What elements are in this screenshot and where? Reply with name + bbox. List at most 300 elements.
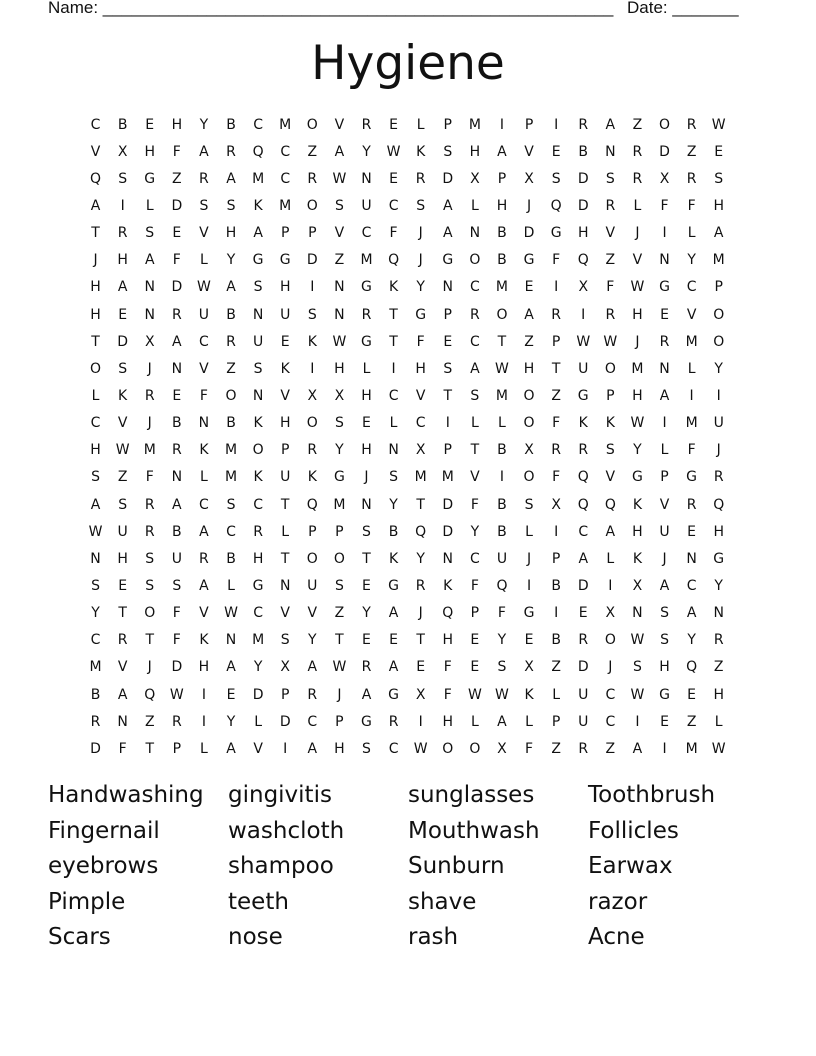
grid-letter[interactable]: B <box>497 252 507 269</box>
grid-letter[interactable]: I <box>608 577 613 594</box>
grid-letter[interactable]: N <box>252 387 264 404</box>
grid-letter[interactable]: B <box>497 496 507 513</box>
grid-letter[interactable]: A <box>334 143 345 160</box>
grid-letter[interactable]: W <box>711 116 726 133</box>
grid-letter[interactable]: N <box>334 279 345 296</box>
grid-letter[interactable]: L <box>525 523 533 540</box>
grid-letter[interactable]: Q <box>577 496 589 513</box>
grid-letter[interactable]: G <box>361 713 372 730</box>
grid-letter[interactable]: Y <box>308 632 317 649</box>
grid-letter[interactable]: R <box>307 442 318 459</box>
grid-letter[interactable]: Z <box>307 143 318 160</box>
grid-letter[interactable]: F <box>389 225 398 242</box>
grid-letter[interactable]: E <box>118 577 128 594</box>
grid-letter[interactable]: A <box>172 496 182 513</box>
grid-letter[interactable]: W <box>603 333 618 350</box>
grid-letter[interactable]: H <box>442 713 454 730</box>
grid-letter[interactable]: X <box>524 442 534 459</box>
grid-letter[interactable]: S <box>551 170 561 187</box>
grid-letter[interactable]: B <box>388 523 399 540</box>
grid-letter[interactable]: N <box>144 306 155 323</box>
grid-letter[interactable]: C <box>90 632 101 649</box>
grid-letter[interactable]: R <box>361 659 372 676</box>
grid-letter[interactable]: C <box>361 225 372 242</box>
grid-letter[interactable]: H <box>415 360 426 377</box>
grid-letter[interactable]: O <box>252 442 264 459</box>
grid-letter[interactable]: K <box>199 442 209 459</box>
grid-letter[interactable]: W <box>495 360 509 377</box>
grid-letter[interactable]: M <box>333 496 346 513</box>
grid-letter[interactable]: F <box>470 577 479 594</box>
grid-letter[interactable]: X <box>524 170 534 187</box>
grid-letter[interactable]: E <box>172 225 182 242</box>
grid-letter[interactable]: A <box>361 686 372 703</box>
grid-letter[interactable]: R <box>578 740 589 757</box>
grid-letter[interactable]: B <box>551 577 561 594</box>
grid-letter[interactable]: R <box>171 306 182 323</box>
grid-letter[interactable]: U <box>198 306 210 323</box>
grid-letter[interactable]: D <box>577 170 589 187</box>
grid-letter[interactable]: Y <box>416 279 425 296</box>
grid-letter[interactable]: P <box>551 550 561 567</box>
grid-letter[interactable]: H <box>90 306 101 323</box>
grid-letter[interactable]: E <box>660 306 669 323</box>
grid-letter[interactable]: F <box>118 740 127 757</box>
grid-letter[interactable]: S <box>443 360 453 377</box>
grid-letter[interactable]: Q <box>604 496 616 513</box>
grid-letter[interactable]: M <box>143 442 156 459</box>
grid-letter[interactable]: K <box>578 415 588 432</box>
grid-letter[interactable]: Y <box>470 523 480 540</box>
grid-letter[interactable]: C <box>199 496 209 513</box>
grid-letter[interactable]: X <box>415 686 426 703</box>
grid-letter[interactable]: H <box>632 523 643 540</box>
grid-letter[interactable]: M <box>360 252 373 269</box>
grid-letter[interactable]: M <box>685 740 698 757</box>
grid-letter[interactable]: H <box>144 143 155 160</box>
grid-letter[interactable]: M <box>441 469 454 486</box>
grid-letter[interactable]: E <box>578 605 588 622</box>
grid-letter[interactable]: M <box>224 469 238 486</box>
grid-letter[interactable]: H <box>334 740 345 757</box>
grid-letter[interactable]: L <box>633 197 642 214</box>
grid-letter[interactable]: O <box>225 387 237 404</box>
grid-letter[interactable]: G <box>252 577 264 594</box>
grid-letter[interactable]: C <box>253 116 263 133</box>
grid-letter[interactable]: Y <box>253 659 263 676</box>
grid-letter[interactable]: O <box>713 333 725 350</box>
grid-letter[interactable]: U <box>659 523 670 540</box>
grid-letter[interactable]: J <box>147 659 152 676</box>
grid-letter[interactable]: R <box>226 143 236 160</box>
grid-letter[interactable]: G <box>577 387 589 404</box>
grid-letter[interactable]: D <box>659 143 670 160</box>
grid-letter[interactable]: A <box>144 252 155 269</box>
grid-letter[interactable]: S <box>524 496 534 513</box>
grid-letter[interactable]: Z <box>334 605 345 622</box>
grid-letter[interactable]: R <box>605 197 616 214</box>
grid-letter[interactable]: D <box>523 225 535 242</box>
grid-letter[interactable]: Q <box>577 252 589 269</box>
grid-letter[interactable]: W <box>630 415 645 432</box>
grid-letter[interactable]: F <box>443 659 452 676</box>
grid-letter[interactable]: Z <box>551 659 561 676</box>
grid-letter[interactable]: V <box>605 225 616 242</box>
grid-letter[interactable]: R <box>415 170 426 187</box>
grid-letter[interactable]: A <box>199 577 209 594</box>
grid-letter[interactable]: S <box>118 360 128 377</box>
grid-letter[interactable]: S <box>605 442 615 459</box>
grid-letter[interactable]: Z <box>524 333 534 350</box>
grid-letter[interactable]: D <box>306 252 318 269</box>
grid-letter[interactable]: X <box>415 442 426 459</box>
grid-letter[interactable]: M <box>495 279 508 296</box>
grid-letter[interactable]: X <box>605 605 616 622</box>
grid-letter[interactable]: Q <box>686 659 698 676</box>
grid-letter[interactable]: A <box>117 686 128 703</box>
grid-letter[interactable]: A <box>442 225 453 242</box>
grid-letter[interactable]: H <box>90 279 101 296</box>
grid-letter[interactable]: A <box>307 740 318 757</box>
grid-letter[interactable]: N <box>171 360 183 377</box>
grid-letter[interactable]: H <box>171 116 183 133</box>
grid-letter[interactable]: Y <box>362 143 371 160</box>
grid-letter[interactable]: H <box>198 659 210 676</box>
grid-letter[interactable]: I <box>310 360 315 377</box>
grid-letter[interactable]: N <box>144 279 155 296</box>
grid-letter[interactable]: Z <box>172 170 182 187</box>
grid-letter[interactable]: L <box>498 415 506 432</box>
grid-letter[interactable]: U <box>578 713 589 730</box>
grid-letter[interactable]: W <box>630 632 645 649</box>
grid-letter[interactable]: N <box>659 360 670 377</box>
grid-letter[interactable]: V <box>334 116 345 133</box>
name-field[interactable]: Name: ______________________________________________________ <box>48 0 614 17</box>
grid-letter[interactable]: W <box>495 686 509 703</box>
grid-letter[interactable]: G <box>550 225 562 242</box>
grid-letter[interactable]: S <box>118 170 128 187</box>
grid-letter[interactable]: F <box>172 143 181 160</box>
grid-letter[interactable]: P <box>308 225 317 242</box>
grid-letter[interactable]: C <box>469 333 480 350</box>
grid-letter[interactable]: K <box>443 577 453 594</box>
grid-letter[interactable]: V <box>686 306 697 323</box>
grid-letter[interactable]: I <box>554 523 559 540</box>
grid-letter[interactable]: E <box>145 116 155 133</box>
grid-letter[interactable]: I <box>283 740 288 757</box>
grid-letter[interactable]: B <box>226 116 236 133</box>
grid-letter[interactable]: Y <box>714 360 723 377</box>
grid-letter[interactable]: A <box>578 550 589 567</box>
grid-letter[interactable]: K <box>416 143 426 160</box>
grid-letter[interactable]: I <box>120 197 125 214</box>
grid-letter[interactable]: A <box>524 306 534 323</box>
grid-letter[interactable]: I <box>716 387 721 404</box>
grid-letter[interactable]: N <box>388 442 399 459</box>
grid-letter[interactable]: U <box>252 333 264 350</box>
grid-letter[interactable]: R <box>171 713 182 730</box>
grid-letter[interactable]: U <box>578 360 589 377</box>
grid-letter[interactable]: D <box>577 577 589 594</box>
grid-letter[interactable]: A <box>199 143 209 160</box>
grid-letter[interactable]: E <box>443 333 453 350</box>
grid-letter[interactable]: A <box>632 740 643 757</box>
grid-letter[interactable]: I <box>581 306 586 323</box>
grid-letter[interactable]: M <box>252 632 265 649</box>
grid-letter[interactable]: C <box>90 415 101 432</box>
grid-letter[interactable]: S <box>362 740 371 757</box>
grid-letter[interactable]: A <box>442 197 453 214</box>
grid-letter[interactable]: E <box>416 659 426 676</box>
grid-letter[interactable]: S <box>307 306 317 323</box>
grid-letter[interactable]: P <box>470 605 480 622</box>
grid-letter[interactable]: C <box>605 713 616 730</box>
grid-letter[interactable]: Y <box>226 713 236 730</box>
grid-letter[interactable]: D <box>577 659 589 676</box>
grid-letter[interactable]: P <box>443 442 452 459</box>
grid-letter[interactable]: X <box>144 333 155 350</box>
grid-letter[interactable]: A <box>90 197 101 214</box>
grid-letter[interactable]: V <box>199 360 209 377</box>
grid-letter[interactable]: F <box>606 279 615 296</box>
grid-letter[interactable]: R <box>226 333 236 350</box>
grid-letter[interactable]: T <box>497 333 507 350</box>
grid-letter[interactable]: V <box>199 605 209 622</box>
grid-letter[interactable]: R <box>144 496 155 513</box>
grid-letter[interactable]: G <box>686 469 698 486</box>
grid-letter[interactable]: L <box>416 116 425 133</box>
grid-letter[interactable]: E <box>470 632 480 649</box>
grid-letter[interactable]: A <box>388 605 399 622</box>
grid-letter[interactable]: A <box>226 659 236 676</box>
grid-letter[interactable]: F <box>172 605 181 622</box>
grid-letter[interactable]: H <box>496 197 508 214</box>
grid-letter[interactable]: R <box>551 306 561 323</box>
grid-letter[interactable]: C <box>686 279 697 296</box>
grid-letter[interactable]: I <box>391 360 396 377</box>
grid-letter[interactable]: U <box>361 197 372 214</box>
grid-letter[interactable]: H <box>279 415 291 432</box>
grid-letter[interactable]: W <box>332 659 347 676</box>
grid-letter[interactable]: T <box>443 387 453 404</box>
grid-letter[interactable]: A <box>659 577 670 594</box>
grid-letter[interactable]: B <box>497 442 507 459</box>
grid-letter[interactable]: R <box>307 686 318 703</box>
grid-letter[interactable]: T <box>362 550 371 567</box>
grid-letter[interactable]: Y <box>497 632 507 649</box>
grid-letter[interactable]: I <box>554 116 559 133</box>
grid-letter[interactable]: I <box>526 577 532 594</box>
grid-letter[interactable]: S <box>497 659 507 676</box>
grid-letter[interactable]: Z <box>686 713 697 730</box>
grid-letter[interactable]: C <box>605 686 616 703</box>
grid-letter[interactable]: X <box>497 740 507 757</box>
grid-letter[interactable]: K <box>253 469 263 486</box>
grid-letter[interactable]: L <box>91 387 100 404</box>
grid-letter[interactable]: C <box>686 577 697 594</box>
grid-letter[interactable]: B <box>497 225 507 242</box>
grid-letter[interactable]: T <box>551 360 561 377</box>
grid-letter[interactable]: Z <box>226 360 236 377</box>
grid-letter[interactable]: A <box>117 279 128 296</box>
grid-letter[interactable]: V <box>605 469 616 486</box>
grid-letter[interactable]: N <box>632 605 643 622</box>
grid-letter[interactable]: P <box>497 170 507 187</box>
grid-letter[interactable]: I <box>201 686 206 703</box>
grid-letter[interactable]: F <box>660 197 669 214</box>
grid-letter[interactable]: Y <box>714 577 723 594</box>
grid-letter[interactable]: F <box>416 333 425 350</box>
grid-letter[interactable]: P <box>606 387 615 404</box>
grid-letter[interactable]: C <box>578 523 589 540</box>
grid-letter[interactable]: F <box>470 496 479 513</box>
grid-letter[interactable]: O <box>496 306 508 323</box>
grid-letter[interactable]: S <box>632 659 642 676</box>
grid-letter[interactable]: H <box>361 442 372 459</box>
grid-letter[interactable]: O <box>713 306 725 323</box>
grid-letter[interactable]: S <box>280 632 290 649</box>
grid-letter[interactable]: X <box>551 496 561 513</box>
grid-letter[interactable]: B <box>497 523 507 540</box>
grid-letter[interactable]: E <box>660 713 669 730</box>
grid-letter[interactable]: R <box>632 170 643 187</box>
grid-letter[interactable]: F <box>199 387 208 404</box>
grid-letter[interactable]: C <box>280 170 291 187</box>
grid-letter[interactable]: Z <box>605 252 616 269</box>
grid-letter[interactable]: D <box>90 740 101 757</box>
grid-letter[interactable]: E <box>362 632 371 649</box>
grid-letter[interactable]: C <box>388 197 399 214</box>
grid-letter[interactable]: L <box>525 713 533 730</box>
grid-letter[interactable]: Q <box>252 143 264 160</box>
grid-letter[interactable]: C <box>469 279 480 296</box>
grid-letter[interactable]: I <box>554 279 559 296</box>
grid-letter[interactable]: G <box>659 686 670 703</box>
grid-letter[interactable]: O <box>144 605 156 622</box>
grid-letter[interactable]: L <box>281 523 290 540</box>
grid-letter[interactable]: L <box>200 740 208 757</box>
grid-letter[interactable]: S <box>253 279 263 296</box>
grid-letter[interactable]: E <box>389 170 398 187</box>
grid-letter[interactable]: T <box>145 740 155 757</box>
grid-letter[interactable]: S <box>226 197 236 214</box>
grid-letter[interactable]: C <box>226 523 236 540</box>
grid-letter[interactable]: J <box>418 225 423 242</box>
grid-letter[interactable]: R <box>144 523 155 540</box>
grid-letter[interactable]: S <box>714 170 724 187</box>
grid-letter[interactable]: B <box>172 523 182 540</box>
grid-letter[interactable]: B <box>551 632 561 649</box>
grid-letter[interactable]: M <box>631 360 644 377</box>
grid-letter[interactable]: Y <box>416 550 425 567</box>
grid-letter[interactable]: T <box>145 632 155 649</box>
grid-letter[interactable]: F <box>172 252 181 269</box>
grid-letter[interactable]: E <box>687 523 697 540</box>
grid-letter[interactable]: W <box>467 686 482 703</box>
grid-letter[interactable]: M <box>279 197 292 214</box>
grid-letter[interactable]: N <box>334 306 345 323</box>
grid-letter[interactable]: E <box>524 632 534 649</box>
grid-letter[interactable]: V <box>199 225 209 242</box>
grid-letter[interactable]: D <box>577 197 589 214</box>
grid-letter[interactable]: P <box>443 306 452 323</box>
grid-letter[interactable]: F <box>172 632 181 649</box>
grid-letter[interactable]: D <box>171 197 183 214</box>
grid-letter[interactable]: H <box>713 523 724 540</box>
grid-letter[interactable]: O <box>90 360 102 377</box>
grid-letter[interactable]: L <box>470 197 479 214</box>
grid-letter[interactable]: Y <box>389 496 398 513</box>
grid-letter[interactable]: G <box>415 306 427 323</box>
grid-letter[interactable]: V <box>524 143 534 160</box>
grid-letter[interactable]: R <box>117 225 128 242</box>
grid-letter[interactable]: G <box>713 550 725 567</box>
grid-letter[interactable]: O <box>442 740 454 757</box>
grid-letter[interactable]: Y <box>335 442 344 459</box>
grid-letter[interactable]: J <box>635 333 640 350</box>
grid-letter[interactable]: N <box>686 550 697 567</box>
grid-letter[interactable]: A <box>199 523 209 540</box>
grid-letter[interactable]: M <box>712 252 725 269</box>
grid-letter[interactable]: P <box>714 279 723 296</box>
grid-letter[interactable]: V <box>307 605 318 622</box>
grid-letter[interactable]: P <box>280 442 290 459</box>
grid-letter[interactable]: Z <box>551 387 561 404</box>
grid-letter[interactable]: Q <box>496 577 508 594</box>
grid-letter[interactable]: J <box>364 469 369 486</box>
grid-letter[interactable]: Y <box>687 252 696 269</box>
grid-letter[interactable]: S <box>334 577 344 594</box>
grid-letter[interactable]: A <box>605 116 616 133</box>
grid-letter[interactable]: F <box>552 415 561 432</box>
grid-letter[interactable]: C <box>415 415 426 432</box>
grid-letter[interactable]: Y <box>91 605 100 622</box>
grid-letter[interactable]: R <box>713 469 724 486</box>
grid-letter[interactable]: U <box>280 469 291 486</box>
grid-letter[interactable]: R <box>361 306 372 323</box>
grid-letter[interactable]: Q <box>713 496 725 513</box>
grid-letter[interactable]: M <box>224 442 238 459</box>
grid-letter[interactable]: A <box>713 225 724 242</box>
grid-letter[interactable]: S <box>605 170 615 187</box>
grid-letter[interactable]: F <box>687 197 696 214</box>
grid-letter[interactable]: H <box>225 225 237 242</box>
grid-letter[interactable]: L <box>145 197 154 214</box>
grid-letter[interactable]: N <box>713 605 724 622</box>
grid-letter[interactable]: M <box>468 116 481 133</box>
grid-letter[interactable]: T <box>389 333 398 350</box>
grid-letter[interactable]: W <box>197 279 211 296</box>
grid-letter[interactable]: N <box>279 577 291 594</box>
grid-letter[interactable]: R <box>686 116 697 133</box>
grid-letter[interactable]: X <box>524 659 534 676</box>
grid-letter[interactable]: A <box>605 523 616 540</box>
grid-letter[interactable]: V <box>280 605 290 622</box>
grid-letter[interactable]: W <box>332 170 347 187</box>
grid-letter[interactable]: G <box>361 279 372 296</box>
grid-letter[interactable]: P <box>172 740 182 757</box>
grid-letter[interactable]: M <box>414 469 427 486</box>
grid-letter[interactable]: G <box>523 252 535 269</box>
grid-letter[interactable]: A <box>307 659 318 676</box>
grid-letter[interactable]: V <box>117 415 128 432</box>
grid-letter[interactable]: T <box>280 550 290 567</box>
grid-letter[interactable]: P <box>280 686 290 703</box>
grid-letter[interactable]: K <box>253 415 263 432</box>
grid-letter[interactable]: I <box>310 279 315 296</box>
grid-letter[interactable]: P <box>551 333 561 350</box>
grid-letter[interactable]: T <box>118 605 127 622</box>
